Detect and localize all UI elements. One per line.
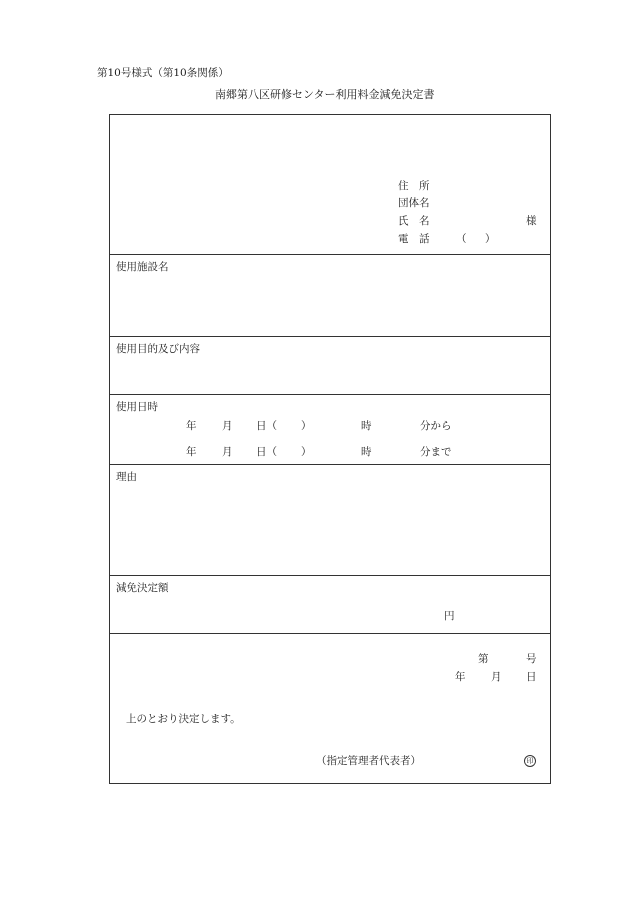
seal-mark [524, 755, 536, 767]
phone-label: 電 話 [398, 233, 430, 245]
decision-year: 年 [455, 671, 466, 683]
from-month: 月 [222, 420, 233, 432]
from-minute: 分から [420, 420, 452, 432]
decision-day: 日 [526, 671, 537, 683]
to-hour: 時 [361, 446, 372, 458]
facility-name-label: 使用施設名 [116, 261, 169, 273]
to-month: 月 [222, 446, 233, 458]
name-label: 氏 名 [398, 215, 430, 227]
reason-label: 理由 [116, 471, 137, 483]
group-name-label: 団体名 [398, 197, 430, 209]
yen-unit: 円 [444, 610, 455, 622]
divider [110, 633, 550, 634]
from-hour: 時 [361, 420, 372, 432]
decision-month: 月 [491, 671, 502, 683]
decision-number-suffix: 号 [526, 653, 537, 665]
form-table [109, 114, 551, 784]
divider [110, 254, 550, 255]
usage-date-label: 使用日時 [116, 401, 158, 413]
divider [110, 394, 550, 395]
to-day: 日（ [256, 446, 277, 458]
from-day: 日（ [256, 420, 277, 432]
form-number: 第10号様式（第10条関係） [97, 67, 229, 79]
seal-icon: 印 [524, 755, 536, 767]
to-minute: 分まで [420, 446, 452, 458]
from-weekday-close: ） [301, 420, 312, 432]
from-year: 年 [186, 420, 197, 432]
phone-paren-close: ） [485, 233, 496, 245]
phone-paren-open: （ [456, 233, 467, 245]
decision-number-prefix: 第 [478, 653, 489, 665]
exemption-amount-label: 減免決定額 [116, 582, 169, 594]
honorific-label: 様 [526, 215, 537, 227]
to-weekday-close: ） [301, 446, 312, 458]
divider [110, 464, 550, 465]
form-title: 南郷第八区研修センター利用料金減免決定書 [215, 88, 435, 101]
divider [110, 336, 550, 337]
purpose-label: 使用目的及び内容 [116, 343, 200, 355]
signer-label: （指定管理者代表者） [316, 755, 421, 767]
divider [110, 575, 550, 576]
to-year: 年 [186, 446, 197, 458]
address-label: 住 所 [398, 180, 430, 192]
decision-statement: 上のとおり決定します。 [126, 713, 241, 725]
